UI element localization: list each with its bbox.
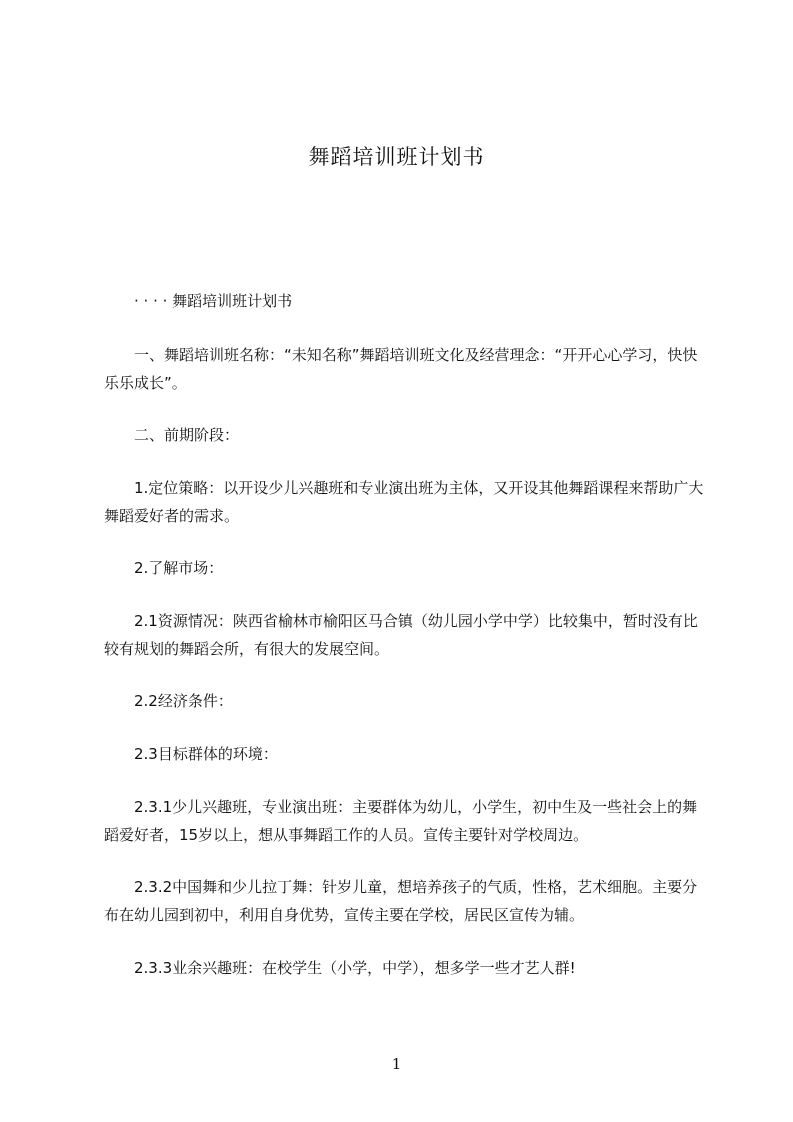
paragraph-target-group-2: 2.3.2中国舞和少儿拉丁舞：针岁儿童，想培养孩子的气质，性格，艺术细胞。主要分布在幼儿园到初中，利用自身优势，宣传主要在学校，居民区宣传为辅。 xyxy=(104,878,698,924)
paragraph-early-stage-heading: 二、前期阶段： xyxy=(104,426,240,444)
page-number: 1 xyxy=(391,1055,402,1073)
paragraph-target-group-3: 2.3.3业余兴趣班：在校学生（小学，中学），想多学一些才艺人群! xyxy=(104,959,576,977)
paragraph-subtitle: · · · · 舞蹈培训班计划书 xyxy=(104,292,293,310)
paragraph-target-group-1: 2.3.1少儿兴趣班，专业演出班：主要群体为幼儿，小学生，初中生及一些社会上的舞蹈爱好者，15岁以上，想从事舞蹈工作的人员。宣传主要针对学校周边。 xyxy=(104,798,698,844)
document-title: 舞蹈培训班计划书 xyxy=(308,145,485,169)
paragraph-positioning-strategy: 1.定位策略：以开设少儿兴趣班和专业演出班为主体，又开设其他舞蹈课程来帮助广大舞蹈爱好者的需求。 xyxy=(104,479,704,525)
paragraph-name-and-philosophy: 一、舞蹈培训班名称：“未知名称”舞蹈培训班文化及经营理念：“开开心心学习，快快乐乐成长”。 xyxy=(104,346,698,392)
paragraph-resources: 2.1资源情况：陕西省榆林市榆阳区马合镇（幼儿园小学中学）比较集中，暂时没有比较有规划的舞蹈会所，有很大的发展空间。 xyxy=(104,612,698,658)
paragraph-economic-conditions: 2.2经济条件： xyxy=(104,692,233,710)
paragraph-market-heading: 2.了解市场： xyxy=(104,559,224,577)
paragraph-target-group-heading: 2.3目标群体的环境： xyxy=(104,745,278,763)
